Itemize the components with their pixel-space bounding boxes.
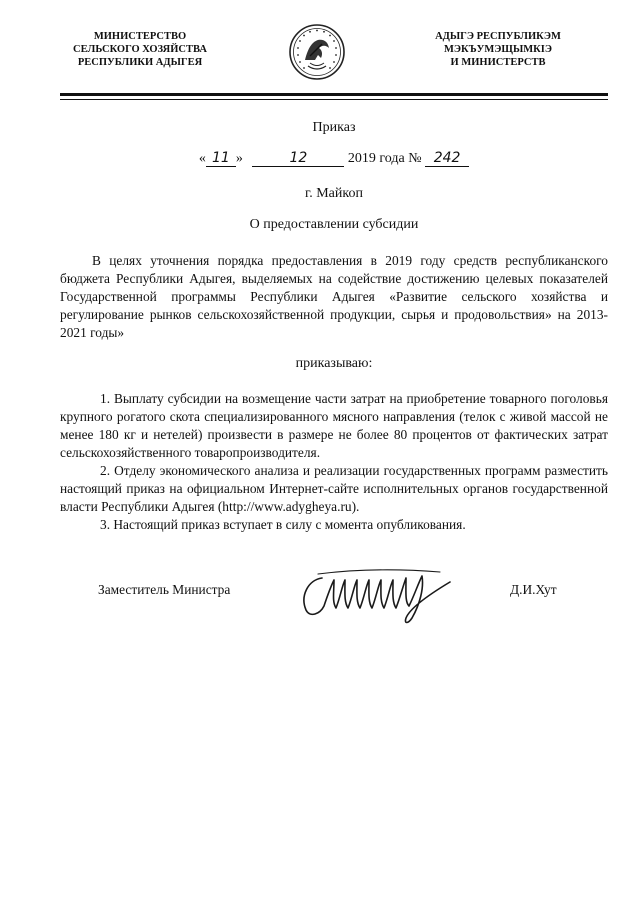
signatory-role: Заместитель Министра — [98, 582, 231, 597]
order-item-1: 1. Выплату субсидии на возмещение части затрат на приобретение товарного поголовья крупного рогатого скота специализированного мясного направления (телок с живой массой не менее 180 кг и нетелей) произвести в размере не более 80 процентов от фактических затрат сельскохозяйственного товаропроизводителя. — [60, 391, 608, 460]
republic-of-adygea-emblem-icon — [288, 22, 346, 82]
order-item-2: 2. Отделу экономического анализа и реализации государственных программ разместить настоящий приказ на официальном Интернет-сайте исполнительных органов государственной власти Республики Адыгея (http://www.adygheya.ru). — [60, 463, 608, 514]
order-number-field: 242 — [425, 151, 469, 167]
ministry-name-adyghe — [408, 30, 588, 69]
signatory-name: Д.И.Хут — [510, 582, 557, 597]
quote-open: « — [198, 151, 206, 166]
header-right-line-2: МЭКЪУМЭЩЫМКIЭ — [444, 44, 552, 55]
intro-paragraph — [60, 252, 608, 342]
document-title: Приказ — [312, 120, 356, 135]
ministry-name-russian — [50, 30, 230, 69]
order-item-3: 3. Настоящий приказ вступает в силу с момента опубликования. — [100, 517, 466, 532]
header-left-line-3: РЕСПУБЛИКИ АДЫГЕЯ — [77, 57, 203, 68]
order-city: г. Майкоп — [305, 186, 363, 201]
order-month-field: 12 — [252, 151, 344, 167]
directive-word: приказываю: — [295, 356, 373, 371]
order-day-field: 11 — [206, 151, 236, 167]
order-year-text: 2019 года № — [347, 151, 422, 166]
header-left-line-1: МИНИСТЕРСТВО — [93, 31, 187, 42]
header-right-line-3: И МИНИСТЕРСТВ — [450, 57, 546, 68]
header-right-line-1: АДЫГЭ РЕСПУБЛИКЭМ — [435, 31, 561, 42]
handwritten-signature — [290, 558, 470, 628]
order-subject: О предоставлении субсидии — [249, 217, 419, 232]
order-date-number-line — [60, 151, 608, 167]
order-items — [60, 390, 608, 534]
intro-text: В целях уточнения порядка предоставления в 2019 году средств республиканского бюджета Республики Адыгея, выделяемых на содействие достижению целевых показателей Государственной программы Республики Адыгея «Развитие сельского хозяйства и регулирование рынков сельскохозяйственной продукции, сырья и продовольствия» на 2013-2021 годы» — [60, 253, 608, 340]
quote-close: » — [235, 151, 243, 166]
header-left-line-2: СЕЛЬСКОГО ХОЗЯЙСТВА — [73, 44, 207, 55]
header-divider-thick — [60, 93, 608, 96]
header-divider-thin — [60, 99, 608, 100]
